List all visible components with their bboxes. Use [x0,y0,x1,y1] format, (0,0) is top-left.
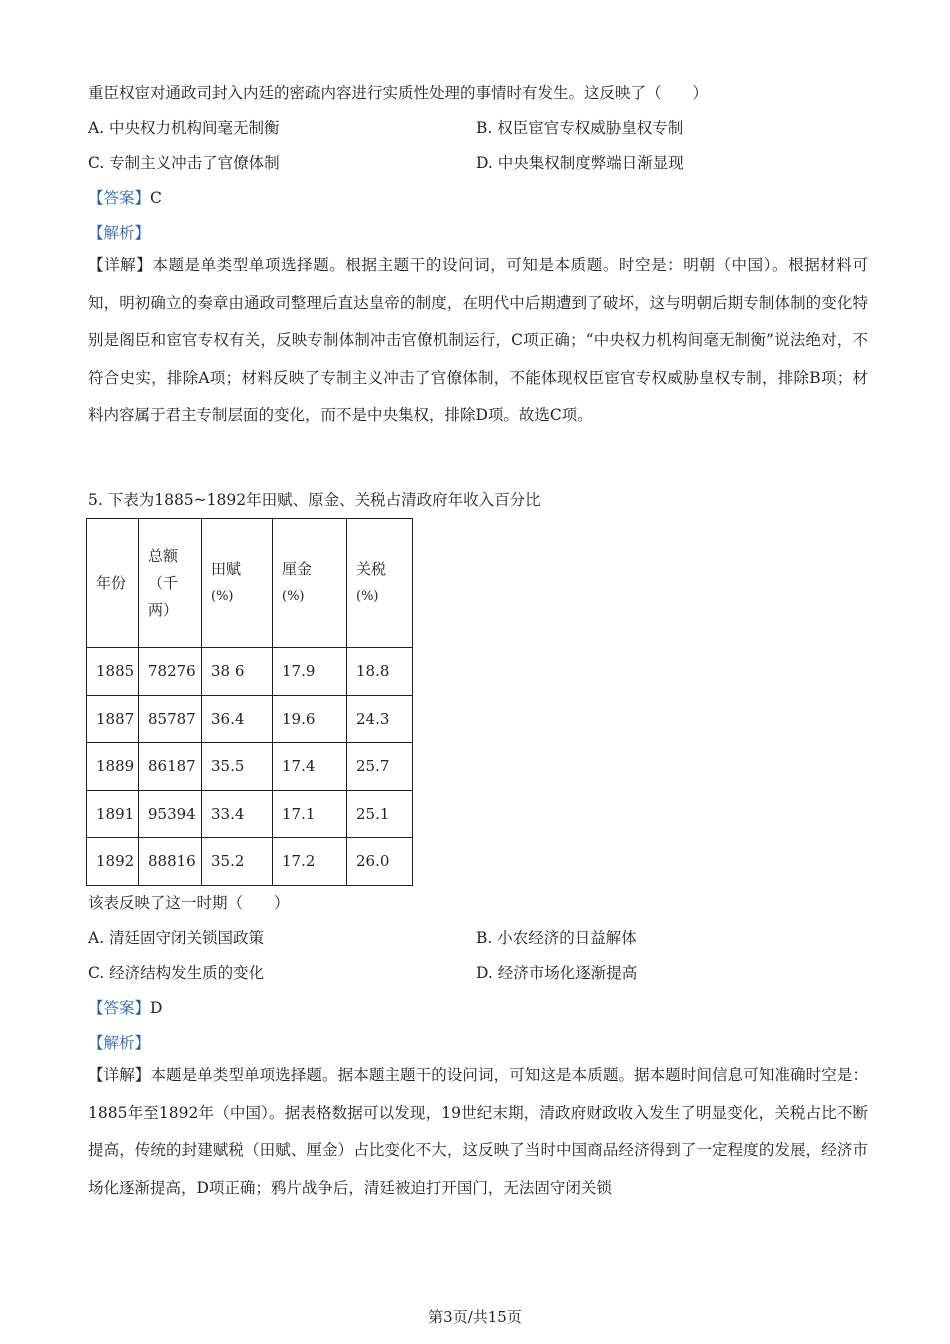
cell-total: 85787 [139,695,202,743]
cell-customs: 26.0 [347,838,413,886]
cell-customs: 18.8 [347,648,413,696]
cell-lijin: 17.1 [273,790,347,838]
cell-total: 86187 [139,743,202,791]
q4-analysis-tag: 【解析】 [88,224,151,242]
q4-detail-tag: 【详解】 [88,256,153,274]
q4-detail-text: 本题是单类型单项选择题。根据主题干的设问词，可知是本质题。时空是：明朝（中国）。根据材料可知，明初确立的奏章由通政司整理后直达皇帝的制度，在明代中后期遭到了破坏，这与明朝后期专制体制的变化特别是阁臣和宦官专权有关，反映专制体制冲击官僚机制运行，C项正确；“中央权力机构间毫无制衡”说法绝对，不符合史实，排除A项；材料反映了专制主义冲击了官僚体制，不能体现权臣宦官专权威胁皇权专制，排除B项；材料内容属于君主专制层面的变化，而不是中央集权，排除D项。故选C项。 [88,256,868,424]
header-lijin: 厘金 (%) [273,519,347,648]
cell-land-tax: 38 6 [202,648,273,696]
cell-year: 1889 [87,743,139,791]
q5-question: 该表反映了这一时期（ ） [88,894,290,912]
cell-land-tax: 36.4 [202,695,273,743]
cell-customs: 25.7 [347,743,413,791]
q5-answer: D [150,999,163,1017]
cell-total: 88816 [139,838,202,886]
table-row [87,790,413,838]
table-row [87,743,413,791]
cell-year: 1885 [87,648,139,696]
cell-lijin: 17.9 [273,648,347,696]
q5-detail-tag: 【详解】 [88,1066,151,1084]
q5-analysis-tag: 【解析】 [88,1034,151,1052]
header-year: 年份 [87,519,139,648]
cell-total: 95394 [139,790,202,838]
q5-option-a: A. 清廷固守闭关锁国政策 [88,929,265,947]
q4-answer-tag: 【答案】 [88,189,151,207]
cell-lijin: 17.2 [273,838,347,886]
q4-detail-paragraph [88,247,868,435]
q4-answer: C [150,189,162,207]
header-total: 总额 （千 两） [139,519,202,648]
table-row [87,695,413,743]
cell-customs: 25.1 [347,790,413,838]
cell-year: 1892 [87,838,139,886]
revenue-table [86,518,413,886]
q5-option-d: D. 经济市场化逐渐提高 [476,964,638,982]
cell-total: 78276 [139,648,202,696]
cell-lijin: 17.4 [273,743,347,791]
q5-answer-tag: 【答案】 [88,999,151,1017]
q4-answer-line [88,186,162,208]
q4-option-c: C. 专制主义冲击了官僚体制 [88,154,280,172]
cell-lijin: 19.6 [273,695,347,743]
q4-option-a: A. 中央权力机构间毫无制衡 [88,119,280,137]
table-row [87,838,413,886]
cell-land-tax: 35.5 [202,743,273,791]
q5-option-c: C. 经济结构发生质的变化 [88,964,265,982]
header-land-tax: 田赋 (%) [202,519,273,648]
page-footer: 第3页/共15页 [428,1308,522,1326]
table-header-row [87,519,413,648]
q4-option-d: D. 中央集权制度弊端日渐显现 [476,154,684,172]
table-row [87,648,413,696]
cell-land-tax: 33.4 [202,790,273,838]
q4-analysis-line [88,221,150,243]
cell-land-tax: 35.2 [202,838,273,886]
cell-year: 1891 [87,790,139,838]
q5-detail-text: 本题是单类型单项选择题。据本题主题干的设问词，可知这是本质题。据本题时间信息可知准确时空是：1885年至1892年（中国）。据表格数据可以发现，19世纪末期，清政府财政收入发生了明显变化，关税占比不断提高，传统的封建赋税（田赋、厘金）占比变化不大，这反映了当时中国商品经济得到了一定程度的发展，经济市场化逐渐提高，D项正确；鸦片战争后，清廷被迫打开国门，无法固守闭关锁 [88,1066,868,1197]
header-customs: 关税 (%) [347,519,413,648]
q4-option-b: B. 权臣宦官专权威胁皇权专制 [476,119,684,137]
q5-analysis-line [88,1031,150,1053]
q5-option-b: B. 小农经济的日益解体 [476,929,637,947]
cell-customs: 24.3 [347,695,413,743]
q5-answer-line [88,996,162,1018]
q5-stem: 5. 下表为1885~1892年田赋、原金、关税占清政府年收入百分比 [88,491,541,509]
q5-detail-paragraph [88,1057,868,1207]
cell-year: 1887 [87,695,139,743]
q4-stem-tail: 重臣权宦对通政司封入内廷的密疏内容进行实质性处理的事情时有发生。这反映了（ ） [88,84,709,102]
